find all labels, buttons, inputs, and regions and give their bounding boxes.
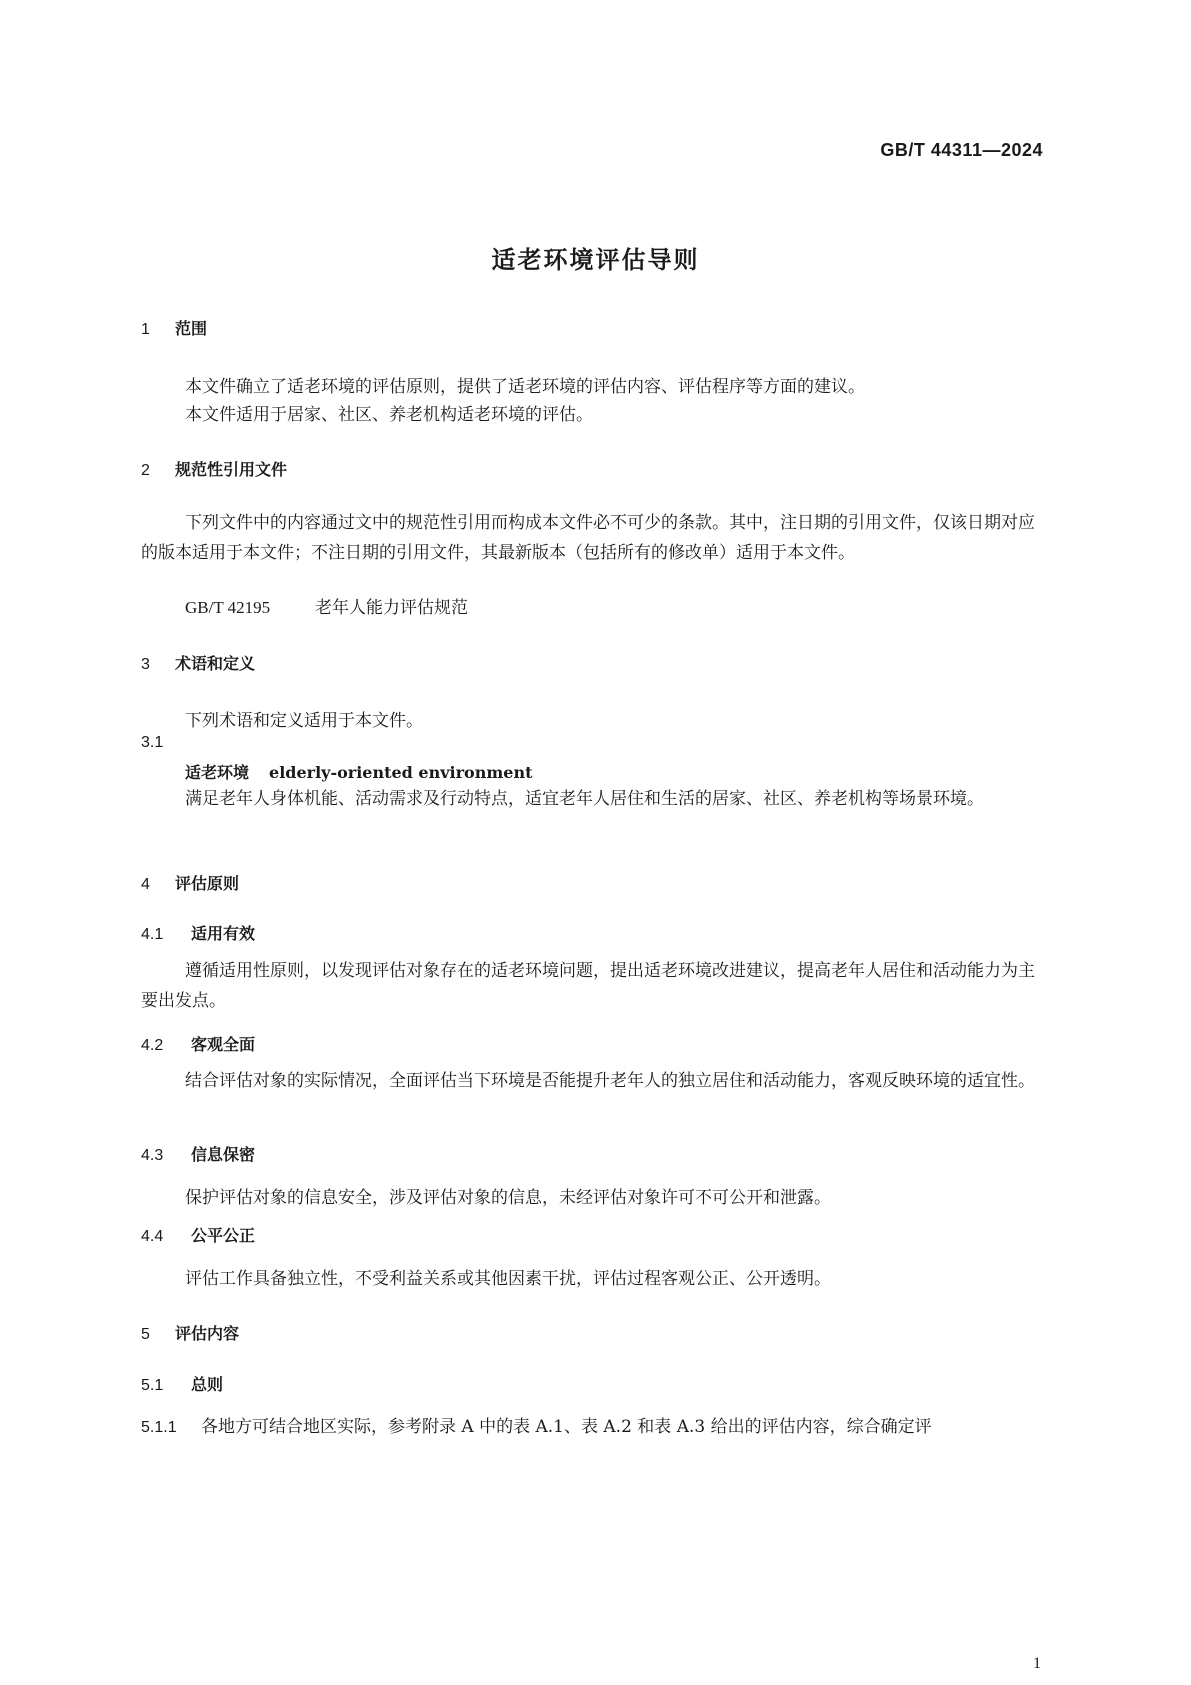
paragraph <box>141 956 1051 1016</box>
clause-title: 公平公正 <box>191 1226 256 1245</box>
section-number: 1 <box>141 321 150 338</box>
normative-reference <box>185 593 468 618</box>
clause-4-3-heading <box>141 1142 255 1165</box>
clause-title: 客观全面 <box>191 1035 256 1054</box>
term-entry <box>185 760 532 783</box>
term-definition <box>141 784 1051 814</box>
section-4-heading <box>141 871 239 894</box>
section-5-heading <box>141 1321 239 1344</box>
page-number: 1 <box>1033 1655 1041 1672</box>
section-number: 5 <box>141 1326 150 1343</box>
paragraph-text: 遵循适用性原则，以发现评估对象存在的适老环境问题，提出适老环境改进建议，提高老年人居住和活动能力为主要出发点。 <box>141 961 1035 1011</box>
clause-4-4-heading <box>141 1223 255 1246</box>
clause-title: 总则 <box>191 1375 224 1394</box>
section-number: 2 <box>141 462 150 479</box>
reference-title: 老年人能力评估规范 <box>315 598 468 618</box>
clause-5-1-1 <box>141 1412 932 1437</box>
section-3-heading <box>141 651 255 674</box>
clause-5-1-heading <box>141 1372 223 1395</box>
paragraph: 本文件适用于居家、社区、养老机构适老环境的评估。 <box>185 405 593 425</box>
section-title: 评估内容 <box>175 1324 240 1343</box>
clause-number: 4.3 <box>141 1147 164 1164</box>
section-number: 3 <box>141 656 150 673</box>
section-number: 4 <box>141 876 150 893</box>
paragraph: 本文件确立了适老环境的评估原则，提供了适老环境的评估内容、评估程序等方面的建议。 <box>185 377 865 397</box>
paragraph-text: 结合评估对象的实际情况，全面评估当下环境是否能提升老年人的独立居住和活动能力，客观反映环境的适宜性。 <box>185 1071 1035 1091</box>
clause-number: 4.4 <box>141 1228 164 1245</box>
paragraph-text: 下列文件中的内容通过文中的规范性引用而构成本文件必不可少的条款。其中，注日期的引用文件，仅该日期对应的版本适用于本文件；不注日期的引用文件，其最新版本（包括所有的修改单）适用于本文件。 <box>141 513 1035 563</box>
clause-number: 4.2 <box>141 1037 164 1054</box>
clause-number: 4.1 <box>141 926 164 943</box>
reference-code: GB/T 42195 <box>185 598 271 617</box>
section-title: 规范性引用文件 <box>175 460 288 479</box>
clause-4-2-heading <box>141 1032 255 1055</box>
section-2-heading <box>141 457 287 480</box>
paragraph-text: 满足老年人身体机能、活动需求及行动特点，适宜老年人居住和生活的居家、社区、养老机构等场景环境。 <box>185 789 984 809</box>
clause-number: 5.1 <box>141 1377 164 1394</box>
paragraph: 保护评估对象的信息安全，涉及评估对象的信息，未经评估对象许可不可公开和泄露。 <box>185 1188 831 1208</box>
document-title: 适老环境评估导则 <box>491 246 700 274</box>
section-title: 评估原则 <box>175 874 240 893</box>
clause-title: 信息保密 <box>191 1145 256 1164</box>
term-chinese: 适老环境 <box>185 763 250 782</box>
paragraph <box>141 1066 1051 1096</box>
clause-title: 适用有效 <box>191 924 256 943</box>
section-title: 范围 <box>175 319 208 338</box>
standard-id: GB/T 44311—2024 <box>880 140 1043 160</box>
paragraph: 下列术语和定义适用于本文件。 <box>185 711 423 731</box>
paragraph: 评估工作具备独立性，不受利益关系或其他因素干扰，评估过程客观公正、公开透明。 <box>185 1269 831 1289</box>
section-title: 术语和定义 <box>175 654 256 673</box>
clause-4-1-heading <box>141 921 255 944</box>
clause-text: 各地方可结合地区实际，参考附录 A 中的表 A.1、表 A.2 和表 A.3 给出的评估内容，综合确定评 <box>201 1417 932 1437</box>
term-number: 3.1 <box>141 734 164 751</box>
clause-number: 5.1.1 <box>141 1419 177 1436</box>
term-english: elderly-oriented environment <box>269 763 533 782</box>
paragraph <box>141 508 1051 568</box>
section-1-heading <box>141 316 207 339</box>
